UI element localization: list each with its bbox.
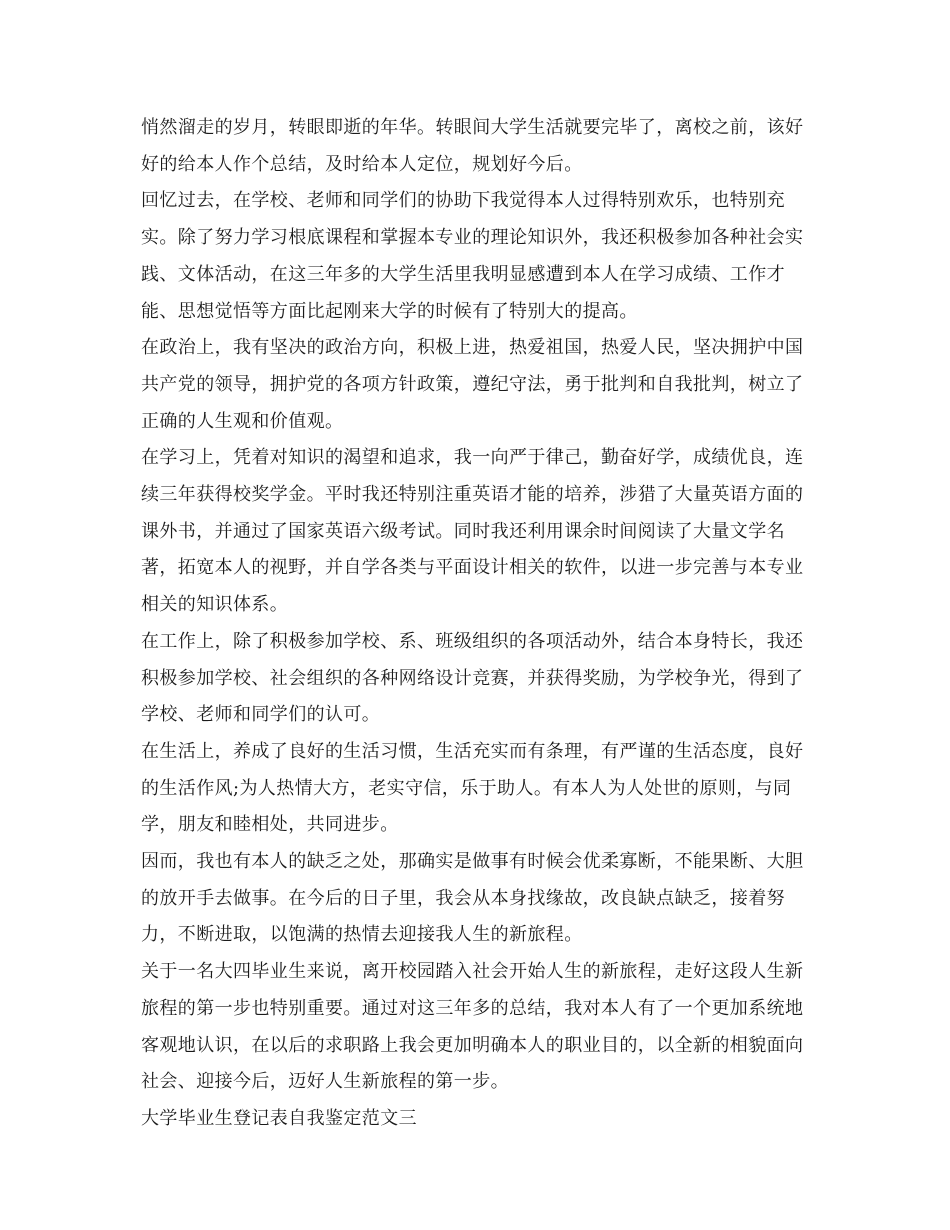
paragraph-life: 在生活上，养成了良好的生活习惯，生活充实而有条理，有严谨的生活态度，良好的生活作风;为人热情大方，老实守信，乐于助人。有本人为人处世的原则，与同学，朋友和睦相处，共同进步。: [141, 740, 804, 836]
paragraph-work: 在工作上，除了积极参加学校、系、班级组织的各项活动外，结合本身特长，我还积极参加学校、社会组织的各种网络设计竞赛，并获得奖励，为学校争光，得到了学校、老师和同学们的认可。: [141, 630, 804, 726]
section-heading: 大学毕业生登记表自我鉴定范文三: [141, 1107, 417, 1129]
paragraph-recollection: 回忆过去，在学校、老师和同学们的协助下我觉得本人过得特别欢乐，也特别充实。除了努力学习根底课程和掌握本专业的理论知识外，我还积极参加各种社会实践、文体活动，在这三年多的大学生活里我明显感遭到本人在学习成绩、工作才能、思想觉悟等方面比起刚来大学的时候有了特别大的提高。: [141, 190, 804, 322]
paragraph-shortcomings: 因而，我也有本人的缺乏之处，那确实是做事有时候会优柔寡断，不能果断、大胆的放开手去做事。在今后的日子里，我会从本身找缘故，改良缺点缺乏，接着努力，不断进取，以饱满的热情去迎接我人生的新旅程。: [141, 851, 804, 946]
document-body: [141, 110, 821, 1138]
paragraph-conclusion: 关于一名大四毕业生来说，离开校园踏入社会开始人生的新旅程，走好这段人生新旅程的第一步也特别重要。通过对这三年多的总结，我对本人有了一个更加系统地客观地认识，在以后的求职路上我会更加明确本人的职业目的，以全新的相貌面向社会、迎接今后，迈好人生新旅程的第一步。: [141, 961, 804, 1093]
paragraph-intro: 悄然溜走的岁月，转眼即逝的年华。转眼间大学生活就要完毕了，离校之前，该好好的给本人作个总结，及时给本人定位，规划好今后。: [141, 117, 804, 175]
paragraph-politics: 在政治上，我有坚决的政治方向，积极上进，热爱祖国，热爱人民，坚决拥护中国共产党的领导，拥护党的各项方针政策，遵纪守法，勇于批判和自我批判，树立了正确的人生观和价值观。: [141, 337, 804, 432]
paragraph-study: 在学习上，凭着对知识的渴望和追求，我一向严于律己，勤奋好学，成绩优良，连续三年获得校奖学金。平时我还特别注重英语才能的培养，涉猎了大量英语方面的课外书，并通过了国家英语六级考试。同时我还利用课余时间阅读了大量文学名著，拓宽本人的视野，并自学各类与平面设计相关的软件，以进一步完善与本专业相关的知识体系。: [141, 447, 804, 616]
